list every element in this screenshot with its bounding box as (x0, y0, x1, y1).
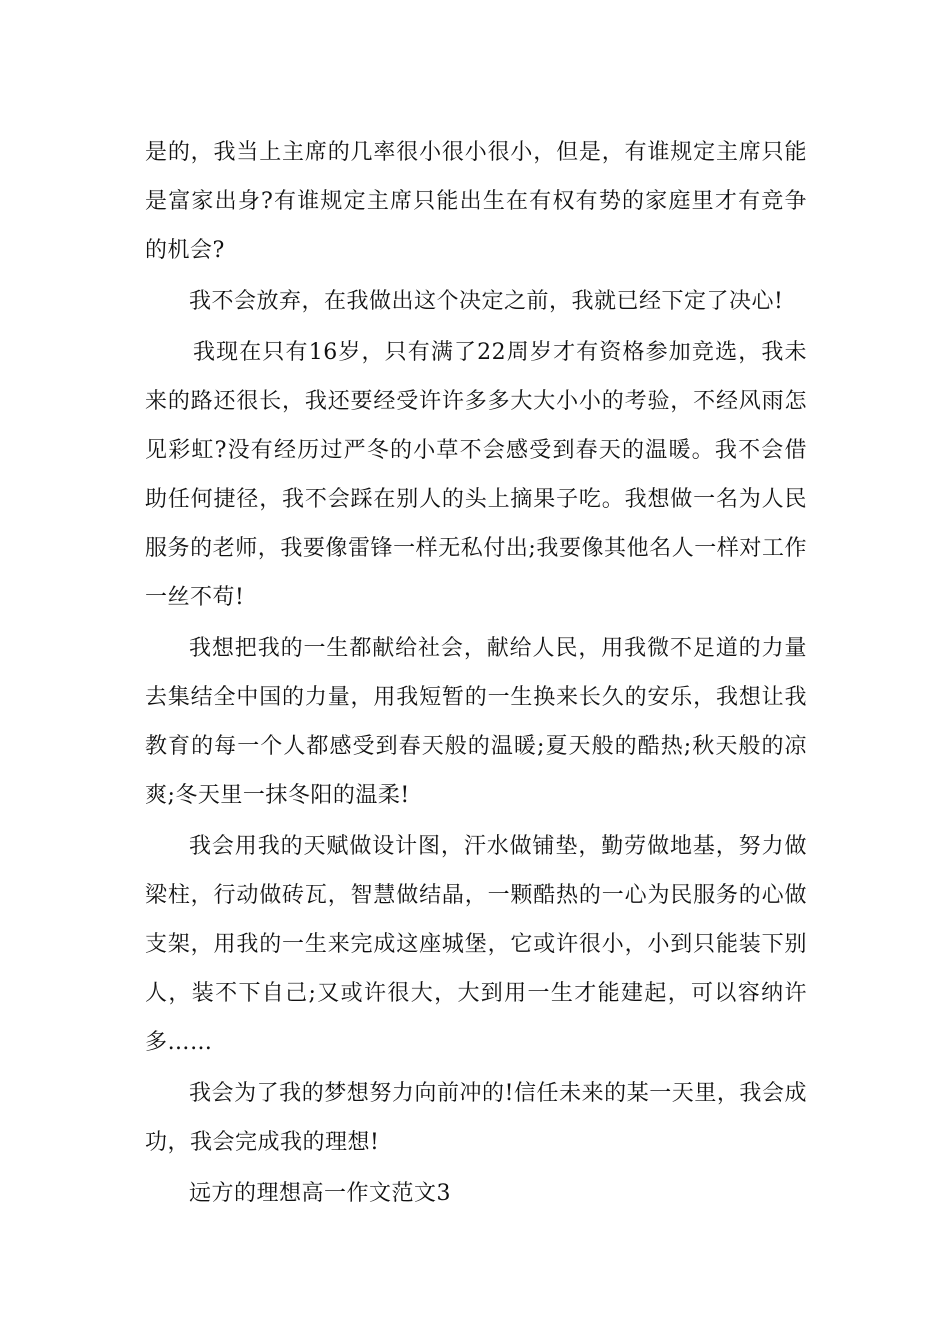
paragraph-3: 我现在只有16岁，只有满了22周岁才有资格参加竞选，我未来的路还很长，我还要经受许许多多大大小小的考验，不经风雨怎见彩虹?没有经历过严冬的小草不会感受到春天的温暖。我不会借助任何捷径，我不会踩在别人的头上摘果子吃。我想做一名为人民服务的老师，我要像雷锋一样无私付出;我要像其他名人一样对工作一丝不苟! (145, 340, 807, 610)
document-body (145, 128, 807, 1220)
paragraph-6: 我会为了我的梦想努力向前冲的!信任未来的某一天里，我会成功，我会完成我的理想! (145, 1081, 807, 1155)
paragraph-4: 我想把我的一生都献给社会，献给人民，用我微不足道的力量去集结全中国的力量，用我短暂的一生换来长久的安乐，我想让我教育的每一个人都感受到春天般的温暖;夏天般的酷热;秋天般的凉爽;冬天里一抹冬阳的温柔! (145, 636, 807, 808)
paragraph-2: 我不会放弃，在我做出这个决定之前，我就已经下定了决心! (189, 289, 784, 314)
section-heading: 远方的理想高一作文范文3 (189, 1181, 451, 1206)
paragraph-5: 我会用我的天赋做设计图，汗水做铺垫，勤劳做地基，努力做梁柱，行动做砖瓦，智慧做结晶，一颗酷热的一心为民服务的心做支架，用我的一生来完成这座城堡，它或许很小，小到只能装下别人，装不下自己;又或许很大，大到用一生才能建起，可以容纳许多…… (145, 834, 807, 1055)
paragraph-1: 是的，我当上主席的几率很小很小很小，但是，有谁规定主席只能是富家出身?有谁规定主席只能出生在有权有势的家庭里才有竞争的机会? (145, 140, 807, 263)
